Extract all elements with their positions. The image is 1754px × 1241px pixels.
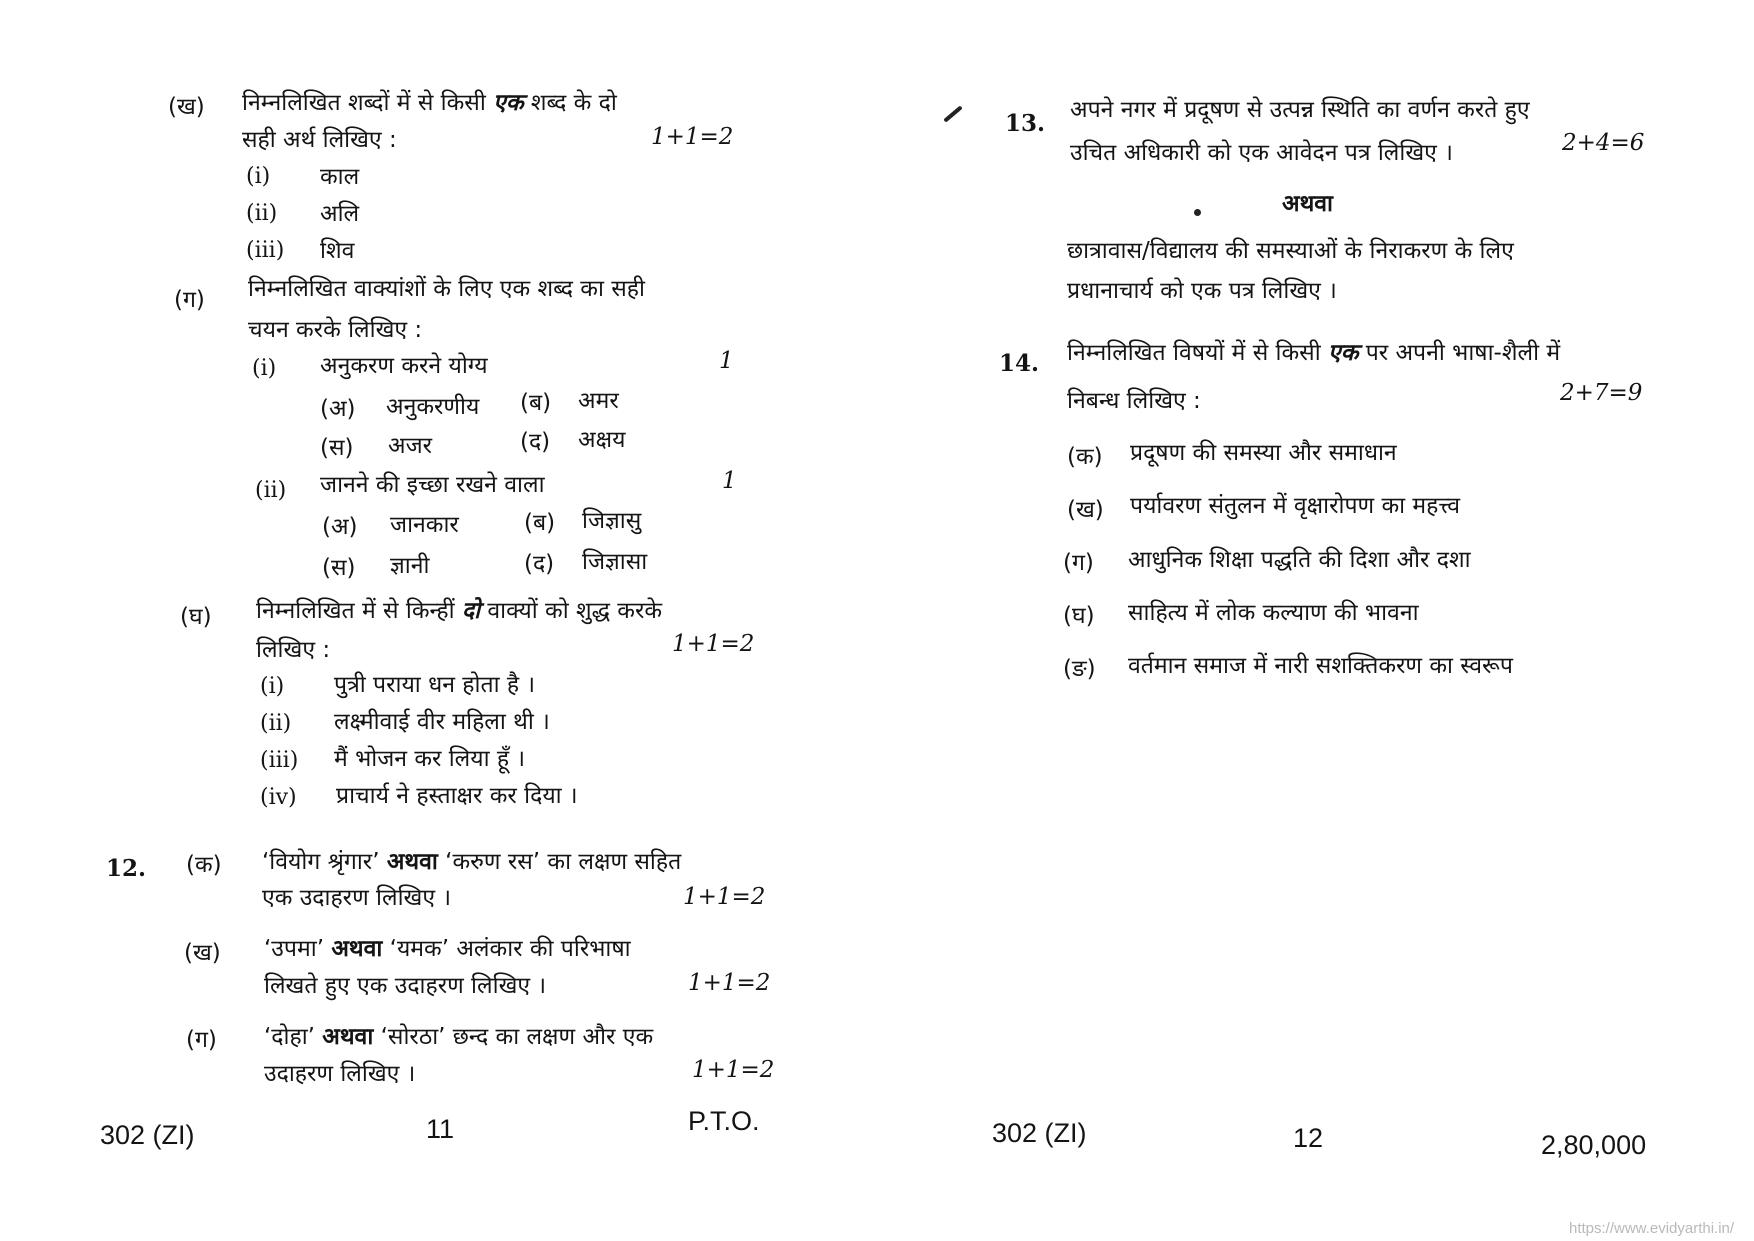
q11-gha-item-num: (i) bbox=[260, 674, 285, 699]
q11-ga-i-option-text: अनुकरणीय bbox=[386, 394, 480, 420]
q12-kha-line2: लिखते हुए एक उदाहरण लिखिए । bbox=[264, 973, 547, 999]
q11-ga-line2: चयन करके लिखिए : bbox=[248, 317, 423, 343]
q11-kha-label: (ख) bbox=[168, 94, 205, 120]
q12-ga-line1: ‘दोहा’ अथवा ‘सोरठा’ छन्द का लक्षण और एक bbox=[264, 1024, 654, 1050]
q11-gha-item-num: (iii) bbox=[260, 748, 299, 773]
q12-ga-label: (ग) bbox=[186, 1027, 217, 1053]
q14-topic-text: पर्यावरण संतुलन में वृक्षारोपण का महत्त्व bbox=[1130, 493, 1461, 519]
q12-number: 12. bbox=[106, 855, 147, 882]
left-footer-pto: P.T.O. bbox=[688, 1106, 760, 1136]
q14-number: 14. bbox=[999, 350, 1040, 377]
q11-ga-ii-option-key: (अ) bbox=[322, 514, 358, 540]
q11-kha-item-text: काल bbox=[320, 164, 360, 190]
watermark-url: https://www.evidyarthi.in/ bbox=[1569, 1220, 1735, 1237]
q11-kha-item-text: शिव bbox=[320, 238, 355, 264]
q13-number: 13. bbox=[1005, 110, 1046, 137]
q12-ka-line1: ‘वियोग श्रृंगार’ अथवा ‘करुण रस’ का लक्षण सहित bbox=[262, 849, 682, 875]
left-footer-page-number: 11 bbox=[426, 1114, 455, 1144]
q14-topic-key: (ख) bbox=[1067, 497, 1104, 523]
q11-ga-i-text: अनुकरण करने योग्य bbox=[320, 353, 488, 379]
q11-gha-label: (घ) bbox=[180, 604, 212, 630]
q14-topic-text: प्रदूषण की समस्या और समाधान bbox=[1130, 440, 1397, 466]
q13-line1: अपने नगर में प्रदूषण से उत्पन्न स्थिति का वर्णन करते हुए bbox=[1070, 97, 1530, 123]
q11-gha-item-num: (ii) bbox=[260, 711, 292, 736]
q11-gha-item-text: पुत्री पराया धन होता है । bbox=[334, 672, 536, 698]
q11-ga-ii-text: जानने की इच्छा रखने वाला bbox=[320, 472, 545, 498]
q13-line2: उचित अधिकारी को एक आवेदन पत्र लिखिए । bbox=[1070, 140, 1453, 166]
q11-ga-i-option-key: (स) bbox=[320, 435, 354, 461]
q11-gha-item-text: लक्ष्मीवाई वीर महिला थी । bbox=[334, 709, 550, 735]
bullet-dot bbox=[1194, 209, 1201, 216]
q14-topic-key: (क) bbox=[1067, 444, 1103, 470]
q11-ga-i-option-key: (ब) bbox=[520, 390, 552, 416]
left-footer-code: 302 (ZI) bbox=[100, 1120, 195, 1150]
q12-ka-label: (क) bbox=[186, 852, 222, 878]
q11-gha-line1: निम्नलिखित में से किन्हीं दो वाक्यों को शुद्ध करके bbox=[256, 598, 663, 624]
q11-gha-item-text: प्राचार्य ने हस्ताक्षर कर दिया । bbox=[336, 783, 578, 809]
q11-ga-i-option-text: अजर bbox=[388, 433, 433, 459]
q11-ga-i-marks: 1 bbox=[719, 348, 734, 374]
right-footer-code: 302 (ZI) bbox=[992, 1118, 1087, 1148]
q11-ga-ii-option-text: जिज्ञासु bbox=[582, 508, 642, 534]
q11-ga-ii-num: (ii) bbox=[255, 478, 287, 503]
right-page bbox=[877, 0, 1754, 1241]
q12-ka-line2: एक उदाहरण लिखिए । bbox=[262, 885, 452, 911]
right-footer-copies: 2,80,000 bbox=[1541, 1130, 1647, 1160]
q14-line2: निबन्ध लिखिए : bbox=[1067, 388, 1201, 414]
q14-topic-key: (घ) bbox=[1063, 603, 1095, 629]
q14-topic-text: आधुनिक शिक्षा पद्धति की दिशा और दशा bbox=[1128, 547, 1471, 573]
q13-marks: 2+4=6 bbox=[1562, 130, 1645, 156]
q11-kha-item-num: (i) bbox=[246, 164, 271, 189]
q12-kha-marks: 1+1=2 bbox=[688, 970, 771, 996]
q11-ga-ii-option-key: (द) bbox=[524, 551, 555, 577]
q11-gha-marks: 1+1=2 bbox=[672, 631, 755, 657]
q11-ga-ii-option-text: जानकार bbox=[390, 512, 459, 538]
q14-topic-key: (ग) bbox=[1063, 550, 1094, 576]
q11-gha-line2: लिखिए : bbox=[256, 637, 331, 663]
q12-ga-marks: 1+1=2 bbox=[692, 1057, 775, 1083]
q11-ga-label: (ग) bbox=[174, 287, 205, 313]
right-footer-page-number: 12 bbox=[1293, 1123, 1324, 1153]
q13-alt-line2: प्रधानाचार्य को एक पत्र लिखिए । bbox=[1067, 278, 1337, 304]
q11-kha-line1: निम्नलिखित शब्दों में से किसी एक शब्द के दो bbox=[242, 90, 617, 116]
q11-ga-i-option-text: अमर bbox=[578, 388, 619, 414]
q11-kha-line2: सही अर्थ लिखिए : bbox=[242, 127, 397, 153]
q11-ga-i-num: (i) bbox=[252, 356, 277, 381]
q11-ga-ii-option-key: (स) bbox=[322, 555, 356, 581]
q11-kha-marks: 1+1=2 bbox=[651, 124, 734, 150]
q11-gha-item-num: (iv) bbox=[260, 785, 297, 810]
q11-ga-ii-marks: 1 bbox=[722, 468, 737, 494]
q12-ka-marks: 1+1=2 bbox=[683, 884, 766, 910]
q14-line1: निम्नलिखित विषयों में से किसी एक पर अपनी भाषा-शैली में bbox=[1067, 340, 1561, 366]
q11-ga-i-option-text: अक्षय bbox=[578, 427, 626, 453]
q11-ga-ii-option-text: ज्ञानी bbox=[390, 553, 430, 579]
q14-topic-text: साहित्य में लोक कल्याण की भावना bbox=[1128, 600, 1419, 626]
q11-ga-ii-option-key: (ब) bbox=[524, 510, 556, 536]
q13-or: अथवा bbox=[1282, 191, 1334, 217]
q11-ga-ii-option-text: जिज्ञासा bbox=[582, 549, 648, 575]
q11-kha-item-num: (ii) bbox=[246, 201, 278, 226]
q12-kha-label: (ख) bbox=[184, 940, 221, 966]
q12-kha-line1: ‘उपमा’ अथवा ‘यमक’ अलंकार की परिभाषा bbox=[264, 936, 631, 962]
q11-ga-line1: निम्नलिखित वाक्यांशों के लिए एक शब्द का सही bbox=[248, 276, 645, 302]
q13-alt-line1: छात्रावास/विद्यालय की समस्याओं के निराकरण के लिए bbox=[1067, 238, 1514, 264]
q11-kha-item-num: (iii) bbox=[246, 238, 285, 263]
q11-ga-i-option-key: (द) bbox=[520, 429, 551, 455]
pen-tick-mark bbox=[943, 105, 962, 122]
q11-gha-item-text: मैं भोजन कर लिया हूँ । bbox=[334, 746, 526, 772]
q12-ga-line2: उदाहरण लिखिए । bbox=[264, 1061, 416, 1087]
q11-kha-item-text: अलि bbox=[320, 201, 360, 227]
q11-ga-i-option-key: (अ) bbox=[320, 396, 356, 422]
q14-topic-key: (ङ) bbox=[1063, 656, 1096, 682]
q14-topic-text: वर्तमान समाज में नारी सशक्तिकरण का स्वरूप bbox=[1128, 653, 1513, 679]
q14-marks: 2+7=9 bbox=[1560, 380, 1643, 406]
